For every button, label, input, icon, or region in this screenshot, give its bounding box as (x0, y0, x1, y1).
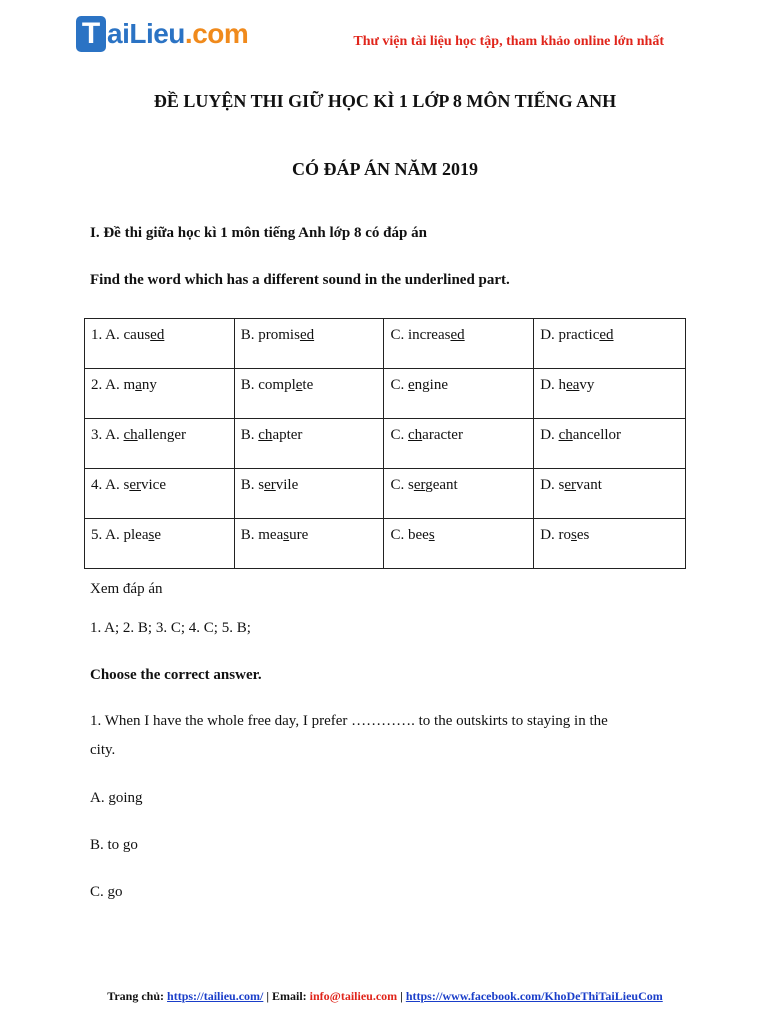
word-part: B. promis (240, 327, 300, 343)
site-logo[interactable] (76, 14, 248, 54)
table-cell (384, 519, 534, 569)
underlined-part: ed (299, 327, 315, 343)
instruction-pronunciation: Find the word which has a different sound in the underlined part. (90, 272, 510, 288)
logo-text (107, 18, 248, 50)
header-tagline: Thư viện tài liệu học tập, tham khảo online lớn nhất (353, 34, 664, 49)
footer-home-label: Trang chủ: (107, 989, 168, 1003)
underlined-part: er (129, 477, 141, 493)
underlined-part: s (571, 527, 577, 543)
word-part: D. h (540, 377, 567, 393)
footer-sep-1: | Email: (263, 989, 310, 1003)
underlined-part: ch (123, 427, 138, 443)
underlined-part: s (148, 527, 155, 543)
table-cell (534, 419, 686, 469)
table-cell (85, 469, 235, 519)
table-cell (534, 469, 686, 519)
table-cell (85, 369, 235, 419)
footer-sep-2: | (397, 989, 406, 1003)
word-part: D. (540, 427, 559, 443)
word-part: 2. A. m (91, 377, 136, 393)
word-part: C. increas (390, 327, 451, 343)
word-part: C. s (390, 477, 414, 493)
table-cell (384, 319, 534, 369)
logo-badge: T (76, 16, 106, 52)
underlined-part: ch (408, 427, 423, 443)
table-cell (85, 519, 235, 569)
table-cell (234, 319, 384, 369)
table-cell (384, 369, 534, 419)
word-part: ny (141, 377, 157, 393)
page-footer (0, 989, 770, 1004)
document-subtitle: CÓ ĐÁP ÁN NĂM 2019 (292, 159, 478, 179)
word-part: allenger (137, 427, 186, 443)
word-part: aracter (422, 427, 463, 443)
word-part: C. (390, 427, 408, 443)
underlined-part: ed (599, 327, 614, 343)
underlined-part: er (413, 477, 426, 493)
table-cell (234, 519, 384, 569)
word-part: D. practic (540, 327, 600, 343)
option-c: C. go (90, 884, 123, 900)
table-cell (384, 419, 534, 469)
underlined-part: s (283, 527, 290, 543)
table-cell (234, 369, 384, 419)
table-cell (85, 419, 235, 469)
table-cell (384, 469, 534, 519)
word-part: B. compl (240, 377, 296, 393)
question-1-text-cont: city. (90, 742, 116, 758)
table-row (85, 519, 686, 569)
logo-domain: .com (184, 18, 249, 49)
answers-toggle[interactable]: Xem đáp án (90, 581, 163, 597)
table-cell (234, 419, 384, 469)
underlined-part: s (428, 527, 435, 543)
underlined-part: a (135, 377, 142, 393)
option-b: B. to go (90, 837, 138, 853)
underlined-part: er (264, 477, 276, 493)
word-part: apter (272, 427, 303, 443)
word-part: geant (425, 477, 458, 493)
word-part: ure (289, 527, 309, 543)
footer-facebook-link[interactable]: https://www.facebook.com/KhoDeThiTaiLieuCom (405, 989, 663, 1003)
table-cell (534, 369, 686, 419)
word-part: C. (390, 377, 408, 393)
underlined-part: ch (258, 427, 273, 443)
table-cell (85, 319, 235, 369)
footer-email-link[interactable]: info@tailieu.com (309, 989, 398, 1003)
document-title: ĐỀ LUYỆN THI GIỮ HỌC KÌ 1 LỚP 8 MÔN TIẾNG ANH (153, 91, 617, 111)
footer-home-link[interactable]: https://tailieu.com/ (167, 989, 264, 1003)
underlined-part: ed (450, 327, 465, 343)
word-part: B. (240, 427, 259, 443)
underlined-part: er (564, 477, 577, 493)
underlined-part: e (408, 377, 415, 393)
word-part: B. s (240, 477, 265, 493)
answer-key: 1. A; 2. B; 3. C; 4. C; 5. B; (90, 620, 251, 636)
word-part: 1. A. caus (91, 327, 151, 343)
table-row (85, 319, 686, 369)
instruction-choose: Choose the correct answer. (90, 667, 262, 683)
word-part: 3. A. (91, 427, 124, 443)
word-part: D. ro (540, 527, 572, 543)
table-row (85, 469, 686, 519)
word-part: 5. A. plea (91, 527, 149, 543)
logo-main: aiLieu (107, 18, 185, 49)
word-part: e (154, 527, 162, 543)
word-part: ngine (414, 377, 448, 393)
underlined-part: e (295, 377, 303, 393)
table-cell (534, 319, 686, 369)
table-cell (534, 519, 686, 569)
word-part: 4. A. s (91, 477, 130, 493)
word-part: es (576, 527, 590, 543)
word-part: ancellor (572, 427, 622, 443)
underlined-part: ea (566, 377, 580, 393)
underlined-part: ed (150, 327, 165, 343)
word-part: vice (141, 477, 166, 493)
word-part: te (302, 377, 314, 393)
question-1-text: 1. When I have the whole free day, I prefer …………. to the outskirts to staying in the (90, 713, 608, 729)
section-heading: I. Đề thi giữa học kì 1 môn tiếng Anh lớp 8 có đáp án (90, 225, 427, 241)
word-part: vile (275, 477, 299, 493)
table-cell (234, 469, 384, 519)
table-row (85, 419, 686, 469)
table-row (85, 369, 686, 419)
option-a: A. going (90, 790, 143, 806)
pronunciation-table (84, 318, 686, 569)
word-part: vant (576, 477, 602, 493)
underlined-part: ch (558, 427, 573, 443)
word-part: vy (579, 377, 595, 393)
word-part: B. mea (240, 527, 284, 543)
word-part: D. s (540, 477, 565, 493)
word-part: C. bee (390, 527, 429, 543)
